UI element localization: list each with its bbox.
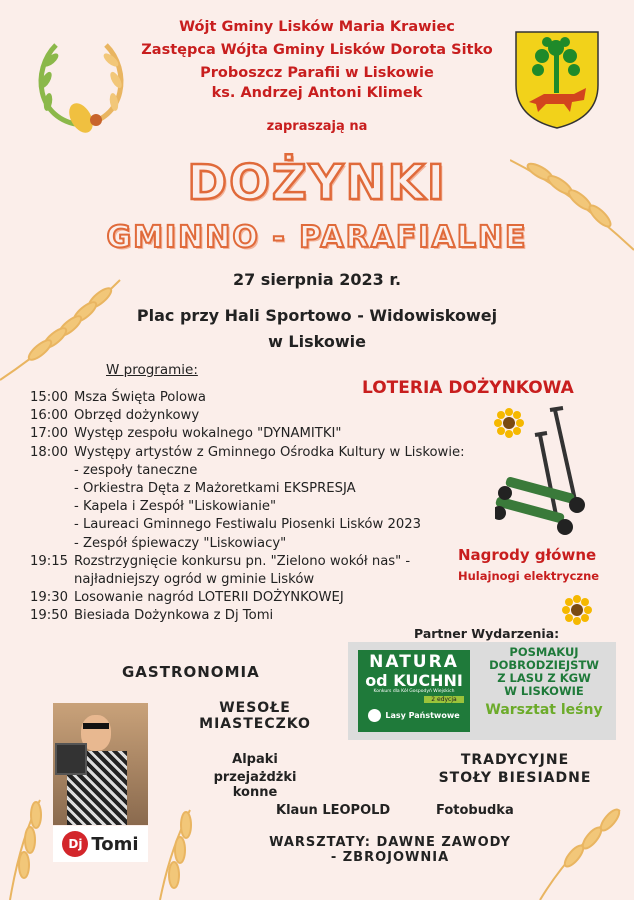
lasy-panstwowe-text: Lasy Państwowe bbox=[385, 711, 460, 720]
program-item: 19:50 Biesiada Dożynkowa z Dj Tomi bbox=[30, 608, 274, 624]
partner-label: Partner Wydarzenia: bbox=[414, 626, 560, 641]
attraction-stoly bbox=[412, 752, 618, 786]
title-sub: GMINNO - PARAFIALNE bbox=[106, 220, 528, 255]
natura-line-2: od KUCHNI bbox=[365, 671, 463, 690]
program-heading: W programie: bbox=[106, 362, 198, 378]
host-line-4: ks. Andrzej Antoni Klimek bbox=[211, 85, 423, 101]
program-item: 19:30 Losowanie nagród LOTERII DOŻYNKOWEJ bbox=[30, 590, 344, 606]
wesole-line-1: WESOŁE bbox=[219, 700, 291, 716]
natura-edition: 2 edycja bbox=[424, 696, 464, 703]
attraction-fotobudka: Fotobudka bbox=[436, 803, 514, 818]
program-item: 15:00 Msza Święta Polowa bbox=[30, 390, 206, 405]
program-subitem: - Orkiestra Dęta z Mażoretkami EKSPRESJA bbox=[74, 481, 356, 497]
event-date: 27 sierpnia 2023 r. bbox=[232, 270, 402, 289]
dj-logo-badge: Dj bbox=[62, 831, 88, 857]
wesole-line-2: MIASTECZKO bbox=[199, 716, 311, 732]
venue-line-1: Plac przy Hali Sportowo - Widowiskowej bbox=[136, 306, 498, 325]
host-line-2: Zastępca Wójta Gminy Lisków Dorota Sitko bbox=[141, 42, 493, 58]
program-item: 18:00 Występy artystów z Gminnego Ośrodka Kultury w Liskowie: bbox=[30, 444, 465, 460]
sunflower-icon bbox=[562, 595, 592, 625]
program-subitem: - Kapela i Zespół "Liskowianie" bbox=[74, 499, 277, 515]
attraction-gastronomia: GASTRONOMIA bbox=[122, 663, 260, 681]
title-main: DOŻYNKI bbox=[187, 155, 447, 211]
attraction-klaun: Klaun LEOPOLD bbox=[276, 803, 391, 818]
stoly-line-1: TRADYCYJNE bbox=[460, 752, 570, 768]
posmakuj-line: POSMAKUJ bbox=[509, 645, 579, 659]
attraction-alpaki bbox=[190, 752, 320, 800]
posmakuj-box bbox=[474, 646, 614, 717]
posmakuj-line: DOBRODZIEJSTW bbox=[489, 658, 599, 672]
natura-small: Konkurs dla Kół Gospodyń Wiejskich bbox=[373, 689, 455, 694]
stoly-line-2: STOŁY BIESIADNE bbox=[438, 770, 592, 786]
warsztaty-line-1: WARSZTATY: DAWNE ZAWODY bbox=[269, 835, 511, 850]
dj-logo-name: Tomi bbox=[91, 833, 139, 855]
program-item: 17:00 Występ zespołu wokalnego "DYNAMITKI" bbox=[30, 426, 342, 442]
host-line-3: Proboszcz Parafii w Liskowie bbox=[200, 65, 434, 81]
natura-od-kuchni-logo bbox=[358, 650, 470, 732]
program-list bbox=[30, 389, 465, 626]
program-item-cont: najładniejszy ogród w gminie Lisków bbox=[74, 572, 315, 588]
warsztat-lesny: Warsztat leśny bbox=[485, 702, 603, 718]
posmakuj-line: Z LASU Z KGW bbox=[497, 671, 591, 685]
program-subitem: - Laureaci Gminnego Festiwalu Piosenki Lisków 2023 bbox=[74, 517, 422, 533]
invite-text: zapraszają na bbox=[266, 119, 368, 134]
dj-photo bbox=[53, 703, 148, 825]
natura-line-1: NATURA bbox=[369, 652, 459, 672]
prizes-subtitle: Hulajnogi elektryczne bbox=[458, 569, 600, 583]
electric-scooter-icon bbox=[495, 405, 595, 540]
lasy-panstwowe-icon bbox=[368, 709, 381, 722]
attraction-warsztaty bbox=[240, 835, 540, 865]
prizes-title: Nagrody główne bbox=[458, 546, 597, 564]
attraction-wesole-miasteczko bbox=[175, 700, 335, 732]
warsztaty-line-2: - ZBROJOWNIA bbox=[330, 850, 450, 865]
dj-tomi-logo bbox=[53, 826, 148, 862]
posmakuj-line: W LISKOWIE bbox=[504, 684, 584, 698]
program-item: 16:00 Obrzęd dożynkowy bbox=[30, 408, 200, 424]
host-line-1: Wójt Gminy Lisków Maria Krawiec bbox=[179, 19, 455, 35]
lottery-title: LOTERIA DOŻYNKOWA bbox=[362, 378, 574, 398]
program-subitem: - Zespół śpiewaczy "Liskowiacy" bbox=[74, 535, 287, 551]
program-item: 19:15 Rozstrzygnięcie konkursu pn. "Zielono wokół nas" - bbox=[30, 553, 411, 569]
alpaki-line-1: Alpaki bbox=[232, 752, 278, 767]
venue-line-2: w Liskowie bbox=[268, 332, 366, 351]
alpaki-line-2: przejażdżki konne bbox=[213, 770, 297, 800]
program-subitem: - zespoły taneczne bbox=[74, 462, 198, 478]
